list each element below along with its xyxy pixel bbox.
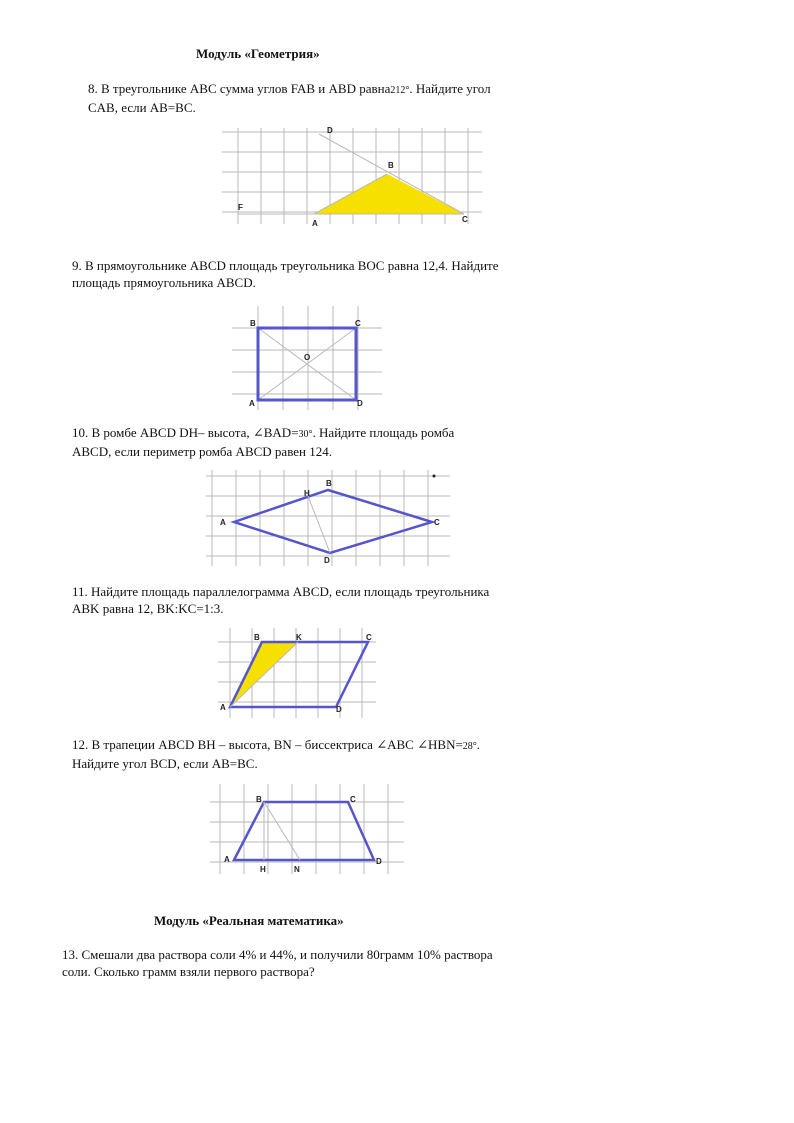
label-d: D bbox=[357, 399, 363, 408]
bisector-bn bbox=[264, 802, 300, 860]
trapezoid-abcd bbox=[234, 802, 374, 860]
task-8-figure bbox=[222, 128, 484, 228]
dot-mark bbox=[433, 475, 436, 478]
label-b: B bbox=[256, 795, 262, 804]
task-8-angle-value: 212° bbox=[390, 85, 410, 96]
task-9-line-2: площадь прямоугольника ABCD. bbox=[72, 275, 256, 290]
height-dh bbox=[308, 496, 330, 553]
label-d: D bbox=[376, 857, 382, 866]
task-10-line-1: 10. В ромбе ABCD DH– высота, ∠BAD=30°. Найдите площадь ромба bbox=[72, 425, 455, 440]
task-11-line-2: ABK равна 12, BK:KC=1:3. bbox=[72, 601, 224, 616]
task-11-figure bbox=[218, 628, 378, 720]
label-c: C bbox=[462, 215, 468, 224]
label-n: N bbox=[294, 865, 300, 874]
label-c: C bbox=[355, 319, 361, 328]
task-12-line-2: Найдите угол BCD, если AB=BC. bbox=[72, 756, 258, 771]
task-11-text bbox=[72, 583, 562, 617]
task-9-line-1: 9. В прямоугольнике ABCD площадь треугольника BOC равна 12,4. Найдите bbox=[72, 258, 499, 273]
task-13-text bbox=[62, 946, 562, 980]
label-a: A bbox=[220, 703, 226, 712]
label-c: C bbox=[366, 633, 372, 642]
task-12-text bbox=[72, 736, 572, 772]
label-b: B bbox=[388, 161, 394, 170]
label-d: D bbox=[324, 556, 330, 565]
task-10-text bbox=[72, 424, 562, 460]
angle-sign: ∠ bbox=[252, 425, 264, 440]
task-8-text bbox=[88, 80, 568, 116]
rhombus-abcd bbox=[234, 490, 432, 553]
task-12-line-1: 12. В трапеции ABCD BH – высота, BN – биссектриса ∠ABC ∠HBN=28°. bbox=[72, 737, 481, 752]
label-b: B bbox=[250, 319, 256, 328]
task-10-line-2: ABCD, если периметр ромба ABCD равен 124. bbox=[72, 444, 332, 459]
angle-sign-2: ∠ bbox=[417, 737, 429, 752]
label-a: A bbox=[312, 219, 318, 228]
label-d: D bbox=[327, 126, 333, 135]
task-11-line-1: 11. Найдите площадь параллелограмма ABCD, если площадь треугольника bbox=[72, 584, 490, 599]
label-b: B bbox=[254, 633, 260, 642]
label-c: C bbox=[434, 518, 440, 527]
task-10-angle-value: 30° bbox=[298, 429, 313, 440]
label-f: F bbox=[238, 203, 243, 212]
task-13-line-1: 13. Смешали два раствора соли 4% и 44%, и получили 80грамм 10% раствора bbox=[62, 947, 493, 962]
label-k: K bbox=[296, 633, 302, 642]
label-b: B bbox=[326, 479, 332, 488]
label-o: O bbox=[304, 353, 311, 362]
task-12-angle-value: 28° bbox=[462, 741, 477, 752]
label-c: C bbox=[350, 795, 356, 804]
triangle-abc-fill bbox=[314, 174, 464, 214]
label-h: H bbox=[260, 865, 266, 874]
task-10-figure bbox=[206, 470, 452, 570]
module-real-math-title: Модуль «Реальная математика» bbox=[154, 913, 344, 928]
task-8-line-1: 8. В треугольнике ABC сумма углов FAB и ABD равна212°. Найдите угол bbox=[88, 81, 491, 96]
task-8-line-2: CAB, если AB=BC. bbox=[88, 100, 196, 115]
task-13-line-2: соли. Сколько грамм взяли первого раствора? bbox=[62, 964, 315, 979]
angle-sign-1: ∠ bbox=[376, 737, 388, 752]
label-h: H bbox=[304, 489, 310, 498]
label-d: D bbox=[336, 705, 342, 714]
label-a: A bbox=[220, 518, 226, 527]
task-9-text bbox=[72, 257, 562, 291]
label-a: A bbox=[224, 855, 230, 864]
label-a: A bbox=[249, 399, 255, 408]
task-9-figure bbox=[232, 306, 382, 410]
module-geometry-title: Модуль «Геометрия» bbox=[196, 46, 320, 61]
task-12-figure bbox=[210, 784, 406, 876]
